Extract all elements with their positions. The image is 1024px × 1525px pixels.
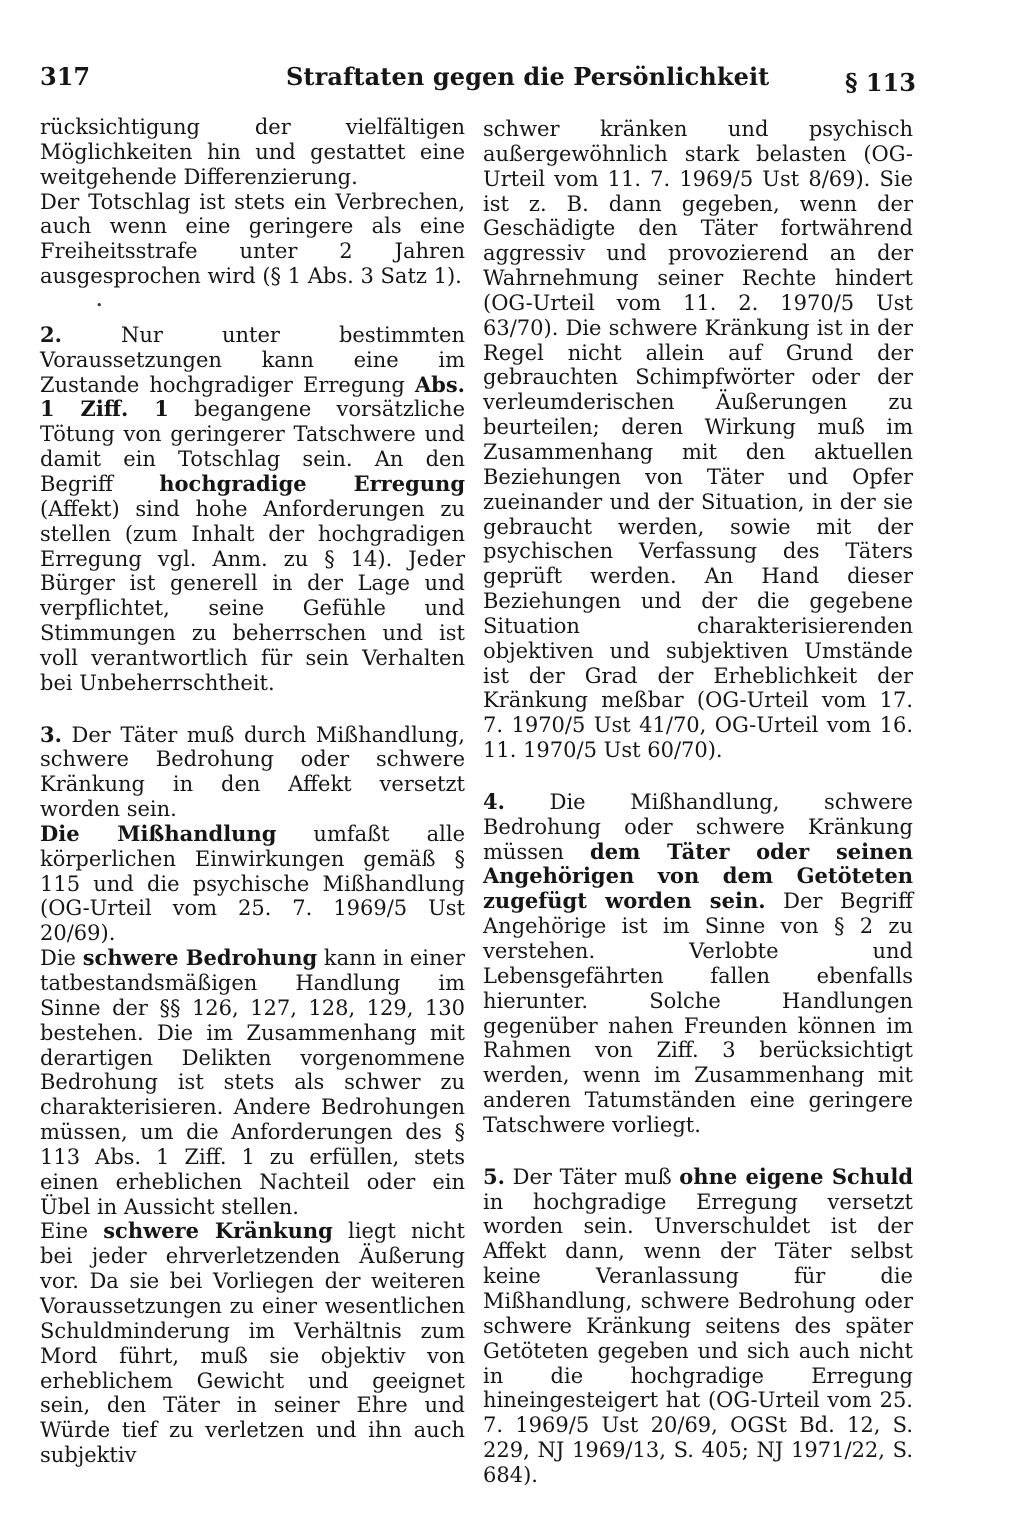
section-number: 2.	[40, 321, 62, 347]
paragraph	[40, 946, 465, 1219]
paragraph	[40, 1219, 465, 1467]
text-run: Nur unter bestimmten Voraussetzungen kann eine im Zustande hochgradiger Erregung	[40, 322, 465, 397]
text-run: Die	[40, 946, 83, 971]
bold-term: ohne eigene Schuld	[679, 1163, 914, 1189]
page-header	[40, 62, 916, 102]
paragraph: schwer kränken und psychisch außergewöhnlich stark belasten (OG-Urteil vom 11. 7. 1969/5 Ust 8/69). Sie ist z. B. dann gegeben, wenn der Geschädigte den Täter fortwährend aggressiv und provozierend an der Wahrnehmung seiner Rechte hindert (OG-Urteil vom 11. 2. 1970/5 Ust 63/70). Die schwere Kränkung ist in der Regel nicht allein auf Grund der gebrauchten Schimpfwörter oder der verleumderischen Äußerungen zu beurteilen; deren Wirkung muß im Zusammenhang mit den aktuellen Beziehungen von Täter und Opfer zueinander und der Situation, in der sie gebraucht werden, sowie mit der psychischen Verfassung des Täters geprüft werden. An Hand dieser Beziehungen und der die gegebene Situation charakterisierenden objektiven und subjektiven Umstände ist der Grad der Erheblichkeit der Kränkung meßbar (OG-Urteil vom 17. 7. 1970/5 Ust 41/70, OG-Urteil vom 16. 11. 1970/5 Ust 60/70).	[483, 117, 913, 763]
bold-term: Die Mißhandlung	[40, 820, 277, 846]
text-run: Der Täter muß durch Mißhandlung, schwere Bedrohung oder schwere Kränkung in den Affekt versetzt worden sein.	[40, 722, 465, 822]
left-column	[40, 115, 465, 1468]
bold-term: schwere Bedrohung	[82, 945, 318, 971]
text-run: Die Mißhandlung, schwere Bedrohung oder schwere Kränkung müssen	[483, 789, 913, 864]
text-run: in hochgradige Erregung versetzt worden sein. Unverschuldet ist der Affekt dann, wenn der Täter selbst keine Veranlassung für die Mißhandlung, schwere Bedrohung oder schwere Kränkung seitens des später Getöteten gegeben und sich auch nicht in die hochgradige Erregung hineingesteigert hat (OG-Urteil vom 25. 7. 1969/5 Ust 20/69, OGSt Bd. 12, S. 229, NJ 1969/13, S. 405; NJ 1971/22, S. 684).	[483, 1189, 913, 1487]
section-number: 3.	[40, 721, 62, 747]
running-title: Straftaten gegen die Persönlichkeit	[286, 62, 770, 91]
text-run: Der Täter muß	[504, 1164, 680, 1189]
paragraph	[40, 822, 465, 946]
text-run: liegt nicht bei jeder ehrverletzenden Äußerung vor. Da sie bei Vorliegen der weiteren Voraussetzungen zu einer wesentlichen Schuldminderung im Verhältnis zum Mord führt, muß sie objektiv von erheblichem Gewicht und geeignet sein, den Täter in seiner Ehre und Würde tief zu verletzen und ihn auch subjektiv	[40, 1219, 465, 1468]
bold-term: Abs. 1 Ziff. 1	[40, 371, 465, 422]
bold-term: hochgradige Erregung	[159, 470, 465, 496]
text-run: umfaßt alle körperlichen Einwirkungen gemäß § 115 und die psychische Mißhandlung (OG-Urteil vom 25. 7. 1969/5 Ust 20/69).	[40, 821, 466, 946]
bold-term: dem Täter oder seinen Angehörigen von dem Getöteten zugefügt worden sein.	[483, 838, 913, 914]
section-reference: § 113	[844, 68, 916, 97]
section-3-paragraph	[40, 723, 465, 822]
text-run: Der Begriff Angehörige ist im Sinne von § 2 zu verstehen. Verlobte und Lebensgefährten fallen ebenfalls hierunter. Solche Handlungen gegenüber nahen Freunden können im Rahmen von Ziff. 3 berücksichtigt werden, wenn im Zusammenhang mit anderen Tatumständen eine geringere Tatschwere vorliegt.	[483, 889, 913, 1137]
section-4-paragraph	[483, 790, 913, 1138]
section-2-paragraph	[40, 323, 465, 696]
section-number: 4.	[483, 788, 505, 814]
bold-term: schwere Kränkung	[103, 1218, 333, 1244]
section-5-paragraph	[483, 1165, 913, 1488]
right-column	[483, 117, 913, 1488]
text-run: begangene vorsätzliche Tötung von geringerer Tatschwere und damit ein Totschlag sein. An den Begriff	[40, 397, 466, 496]
text-run: kann in einer tatbestandsmäßigen Handlung im Sinne der §§ 126, 127, 128, 129, 130 bestehen. Die im Zusammenhang mit derartigen Delikten vorgenommene Bedrohung ist stets als schwer zu charakterisieren. Andere Bedrohungen müssen, um die Anforderungen des § 113 Abs. 1 Ziff. 1 zu erfüllen, stets einen erheblichen Nachteil oder ein Übel in Aussicht stellen.	[40, 946, 465, 1219]
text-run: (Affekt) sind hohe Anforderungen zu stellen (zum Inhalt der hochgradigen Erregung vgl. Anm. zu § 14). Jeder Bürger ist generell in der Lage und verpflichtet, seine Gefühle und Stimmungen zu beherrschen und ist voll verantwortlich für sein Verhalten bei Unbeherrschtheit.	[40, 496, 465, 695]
text-run: Eine	[40, 1219, 104, 1244]
paragraph: rücksichtigung der vielfältigen Möglichkeiten hin und gestattet eine weitgehende Differenzierung.	[40, 115, 465, 189]
section-number: 5.	[483, 1163, 505, 1189]
page-number: 317	[40, 62, 91, 91]
stray-mark: •	[96, 298, 103, 312]
paragraph: Der Totschlag ist stets ein Verbrechen, auch wenn eine geringere als eine Freiheitsstrafe unter 2 Jahren ausgesprochen wird (§ 1 Abs. 3 Satz 1).	[40, 189, 465, 289]
